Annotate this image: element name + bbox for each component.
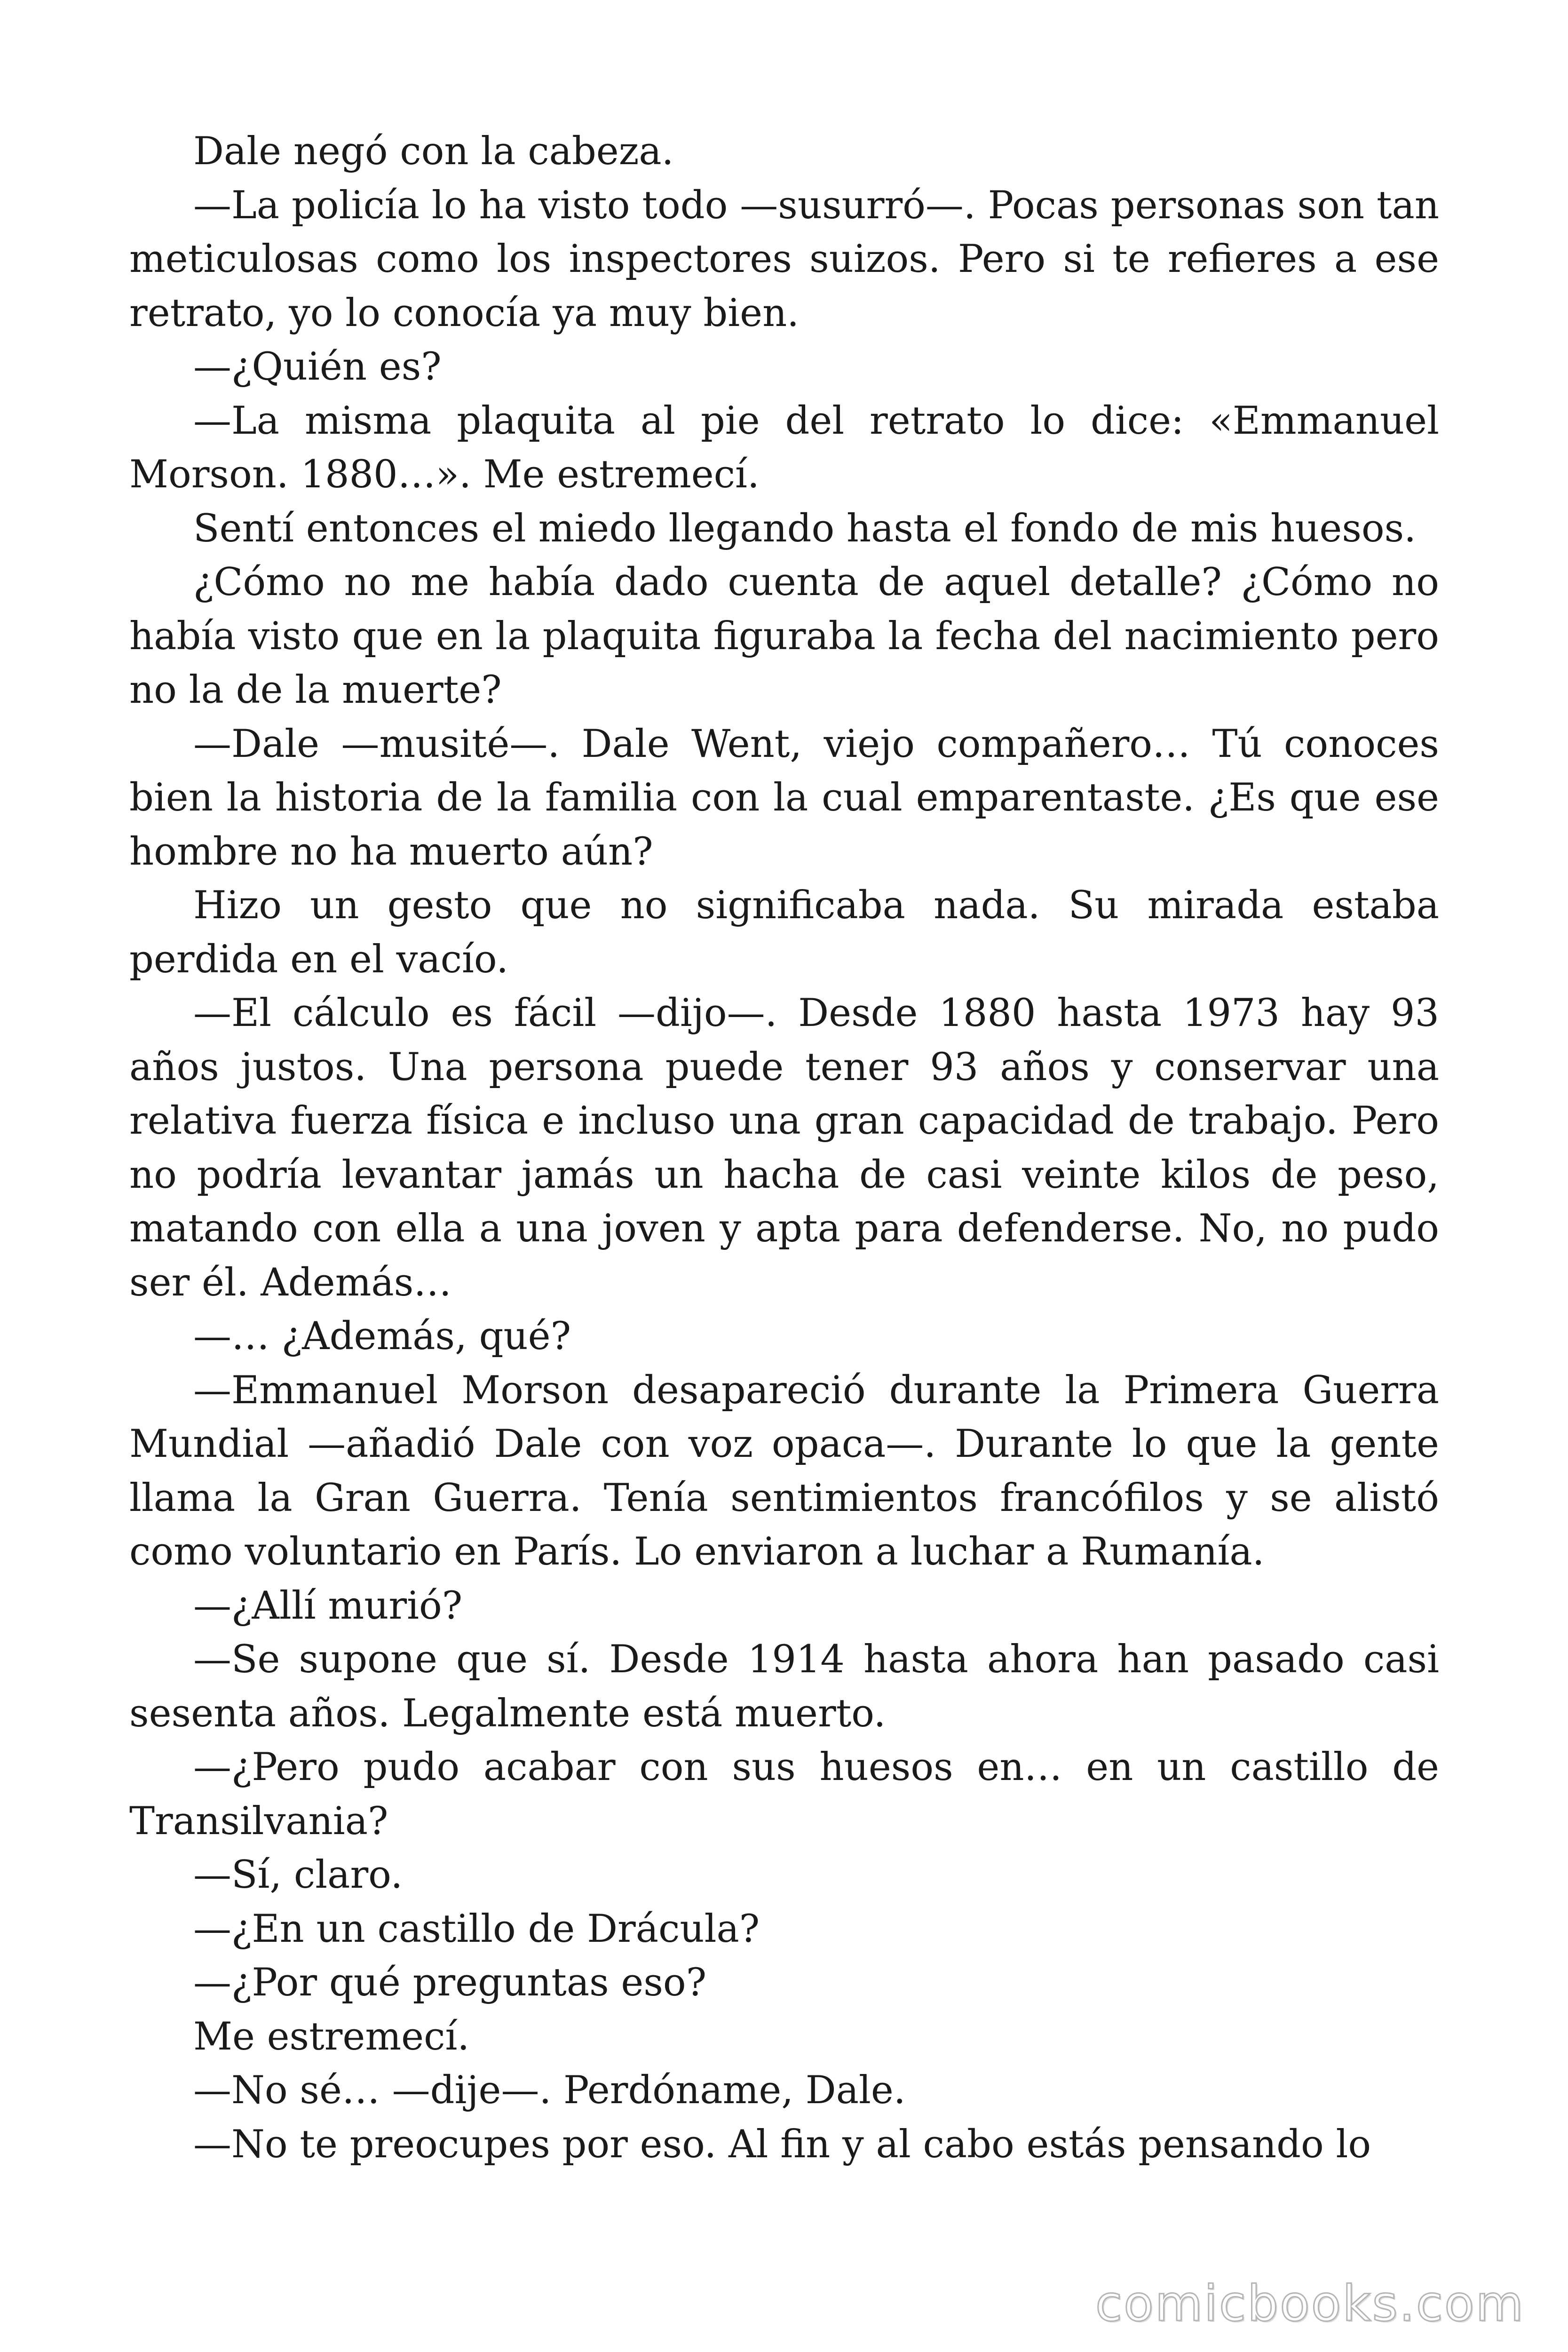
paragraph-6: ¿Cómo no me había dado cuenta de aquel detalle? ¿Cómo no había visto que en la plaquita figuraba la fecha del nacimiento pero no la de la muerte? (129, 560, 1439, 712)
paragraph-9: —El cálculo es fácil —dijo—. Desde 1880 hasta 1973 hay 93 años justos. Una persona puede tener 93 años y conservar una relativa fuerza física e incluso una gran capacidad de trabajo. Pero no podría levantar jamás un hacha de casi veinte kilos de peso, matando con ella a una joven y apta para defenderse. No, no pudo ser él. Además… (129, 991, 1439, 1305)
paragraph-3: —¿Quién es? (193, 345, 442, 389)
paragraph-13: —Se supone que sí. Desde 1914 hasta ahora han pasado casi sesenta años. Legalmente está muerto. (129, 1637, 1439, 1736)
paragraph-19: —No sé… —dije—. Perdóname, Dale. (193, 2068, 906, 2113)
paragraph-4: —La misma plaquita al pie del retrato lo dice: «Emmanuel Morson. 1880…». Me estremecí. (129, 398, 1439, 497)
paragraph-17: —¿Por qué preguntas eso? (193, 1961, 707, 2005)
paragraph-1: Dale negó con la cabeza. (193, 129, 674, 174)
paragraph-12: —¿Allí murió? (193, 1583, 463, 1628)
paragraph-14: —¿Pero pudo acabar con sus huesos en… en un castillo de Transilvania? (129, 1745, 1439, 1843)
paragraph-7: —Dale —musité—. Dale Went, viejo compañero… Tú conoces bien la historia de la familia con la cual emparentaste. ¿Es que ese hombre no ha muerto aún? (129, 722, 1439, 874)
paragraph-10: —… ¿Además, qué? (193, 1314, 571, 1359)
paragraph-18: Me estremecí. (193, 2014, 470, 2059)
paragraph-5: Sentí entonces el miedo llegando hasta el fondo de mis huesos. (193, 506, 1416, 551)
paragraph-11: —Emmanuel Morson desapareció durante la Primera Guerra Mundial —añadió Dale con voz opaca—. Durante lo que la gente llama la Gran Guerra. Tenía sentimientos francófilos y se alistó como voluntario en París. Lo enviaron a luchar a Rumanía. (129, 1368, 1439, 1574)
paragraph-20: —No te preocupes por eso. Al fin y al cabo estás pensando lo (193, 2122, 1371, 2167)
paragraph-15: —Sí, claro. (193, 1853, 403, 1897)
paragraph-2: —La policía lo ha visto todo —susurró—. Pocas personas son tan meticulosas como los inspectores suizos. Pero si te refieres a ese retrato, yo lo conocía ya muy bien. (129, 183, 1439, 335)
book-page (129, 125, 1439, 2241)
paragraph-16: —¿En un castillo de Drácula? (193, 1907, 760, 1951)
watermark-text: comicbooks.com (1095, 2275, 1525, 2332)
paragraph-8: Hizo un gesto que no significaba nada. Su mirada estaba perdida en el vacío. (129, 883, 1439, 982)
